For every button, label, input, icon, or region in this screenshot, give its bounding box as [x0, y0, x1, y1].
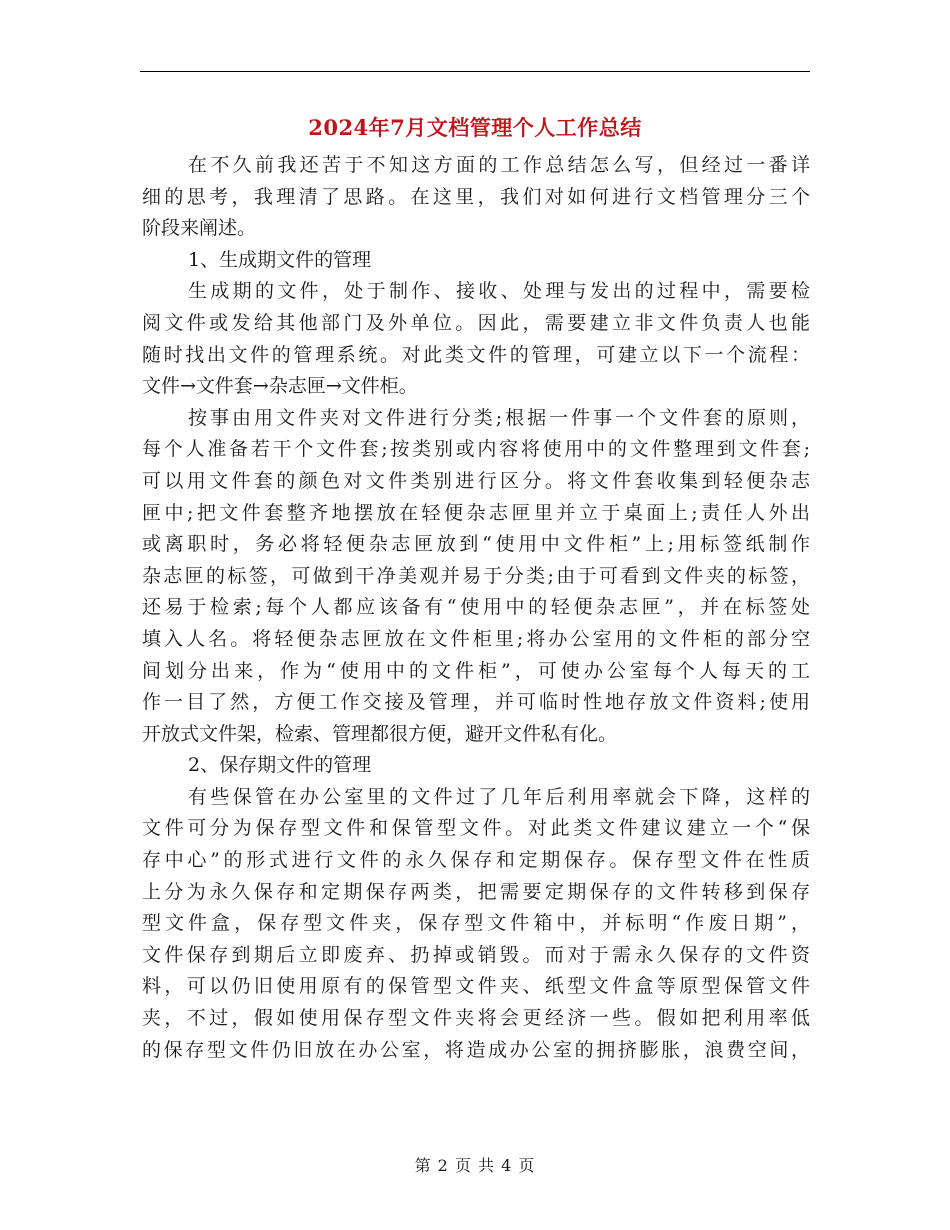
- text-line: 开放式文件架，检索、管理都很方便，避开文件私有化。: [142, 722, 618, 745]
- text-line: 匣中;把文件套整齐地摆放在轻便杂志匣里并立于桌面上;责任人外出: [142, 501, 810, 524]
- text-line: 间划分出来，作为“使用中的文件柜”，可使办公室每个人每天的工: [142, 659, 810, 682]
- text-line: 作一目了然，方便工作交接及管理，并可临时性地存放文件资料;使用: [142, 691, 810, 714]
- text-line: 夹，不过，假如使用保存型文件夹将会更经济一些。假如把利用率低: [142, 1007, 810, 1030]
- text-line: 还易于检索;每个人都应该备有“使用中的轻便杂志匣”，并在标签处: [142, 596, 810, 619]
- text-line: 料，可以仍旧使用原有的保管型文件夹、纸型文件盒等原型保管文件: [142, 975, 810, 998]
- text-line: 上分为永久保存和定期保存两类，把需要定期保存的文件转移到保存: [142, 880, 810, 903]
- text-line: 的保存型文件仍旧放在办公室，将造成办公室的拥挤膨胀，浪费空间，: [142, 1038, 810, 1061]
- text-line: 存中心”的形式进行文件的永久保存和定期保存。保存型文件在性质: [142, 849, 810, 872]
- text-line: 填入人名。将轻便杂志匣放在文件柜里;将办公室用的文件柜的部分空: [142, 627, 810, 650]
- text-line: 文件→文件套→杂志匣→文件柜。: [142, 375, 418, 398]
- text-line: 文件可分为保存型文件和保管型文件。对此类文件建议建立一个“保: [142, 817, 810, 840]
- document-title: 2024年7月文档管理个人工作总结: [308, 115, 642, 140]
- text-line: 文件保存到期后立即废弃、扔掉或销毁。而对于需永久保存的文件资: [142, 943, 810, 966]
- text-line: 生成期的文件，处于制作、接收、处理与发出的过程中，需要检: [188, 280, 810, 303]
- header-rule: [140, 71, 810, 72]
- text-line: 随时找出文件的管理系统。对此类文件的管理，可建立以下一个流程：: [142, 343, 810, 366]
- text-line: 按事由用文件夹对文件进行分类;根据一件事一个文件套的原则，: [188, 406, 810, 429]
- text-line: 可以用文件套的颜色对文件类别进行区分。将文件套收集到轻便杂志: [142, 469, 810, 492]
- text-line: 每个人准备若干个文件套;按类别或内容将使用中的文件整理到文件套;: [142, 438, 810, 461]
- text-line: 有些保管在办公室里的文件过了几年后利用率就会下降，这样的: [188, 785, 810, 808]
- text-line: 在不久前我还苦于不知这方面的工作总结怎么写，但经过一番详: [188, 154, 810, 176]
- page-number-footer: 第 2 页 共 4 页: [414, 1156, 536, 1175]
- document-body: [142, 150, 810, 1066]
- text-line: 杂志匣的标签，可做到干净美观并易于分类;由于可看到文件夹的标签，: [142, 564, 810, 587]
- text-line: 1、生成期文件的管理: [188, 248, 372, 271]
- text-line: 型文件盒，保存型文件夹，保存型文件箱中，并标明“作废日期”，: [142, 912, 810, 935]
- text-line: 或离职时，务必将轻便杂志匣放到“使用中文件柜”上;用标签纸制作: [142, 533, 810, 556]
- text-line: 阶段来阐述。: [142, 217, 257, 240]
- text-line: 阅文件或发给其他部门及外单位。因此，需要建立非文件负责人也能: [142, 311, 810, 334]
- text-line: 2、保存期文件的管理: [188, 754, 372, 777]
- text-line: 细的思考，我理清了思路。在这里，我们对如何进行文档管理分三个: [142, 185, 810, 208]
